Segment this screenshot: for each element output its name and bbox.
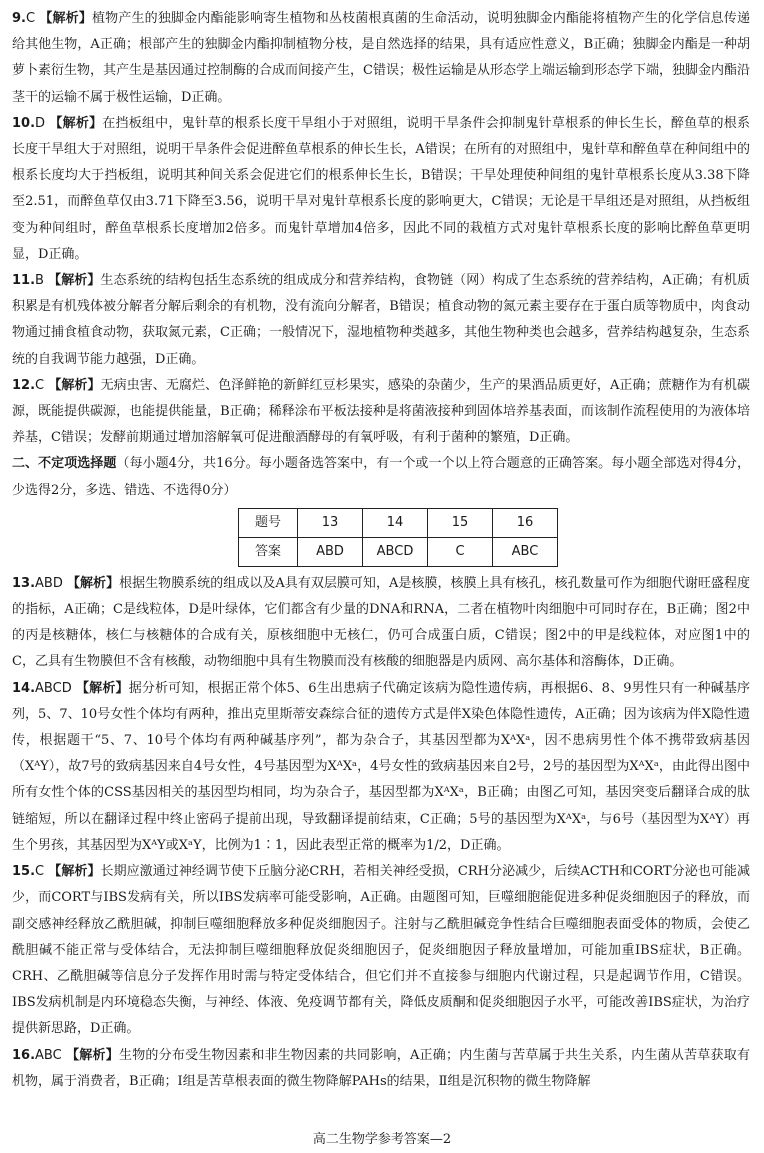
question-number: 16.	[12, 1047, 36, 1063]
question-answer: C	[35, 377, 45, 393]
question-number: 13.	[12, 575, 36, 591]
row-label-answer: 答案	[239, 537, 298, 566]
question-answer: C	[35, 864, 45, 880]
table-cell-answer: ABCD	[363, 537, 428, 566]
table-cell-answer: ABD	[298, 537, 363, 566]
question-12	[12, 373, 750, 452]
question-answer: D	[35, 115, 46, 131]
question-answer: C	[25, 11, 36, 26]
analysis-tag: 【解析】	[48, 273, 101, 289]
analysis-text: 根据生物膜系统的组成以及A具有双层膜可知，A是核膜，核膜上具有核孔，核孔数量可作为细胞代谢旺盛程度的指标，A正确；C是线粒体，D是叶绿体，它们都含有少量的DNA和RNA，二者在植物叶肉细胞中可同时存在，B正确；图2中的丙是核糖体，核仁与核糖体的合成有关，原核细胞中无核仁，仍可合成蛋白质，C错误；图2中的甲是线粒体，对应图1中的C，乙具有生物膜但不含有核酸，动物细胞中具有生物膜而没有核酸的细胞器是内质网、高尔基体和溶酶体，D正确。	[12, 575, 750, 670]
analysis-text: 无病虫害、无腐烂、色泽鲜艳的新鲜红豆杉果实，感染的杂菌少，生产的果酒品质更好，A正确；蔗糖作为有机碳源，既能提供碳源，也能提供能量，B正确；稀释涂布平板法接种是将菌液接种到固体培养基表面，而该制作流程使用的为液体培养基，C错误；发酵前期通过增加溶解氧可促进酿酒酵母的有氧呼吸，有利于菌种的繁殖，D正确。	[12, 377, 750, 446]
question-9	[12, 6, 750, 111]
analysis-tag: 【解析】	[48, 864, 101, 880]
question-answer: B	[35, 273, 44, 289]
analysis-tag: 【解析】	[67, 575, 120, 591]
section-heading	[12, 451, 750, 503]
table-cell-number: 15	[428, 508, 493, 537]
question-11	[12, 268, 750, 373]
question-answer: ABC	[35, 1047, 62, 1063]
question-number: 12.	[12, 377, 36, 393]
question-answer: ABD	[35, 575, 63, 591]
analysis-text: 植物产生的独脚金内酯能影响寄生植物和丛枝菌根真菌的生命活动，说明独脚金内酯能将植物产生的化学信息传递给其他生物，A正确；根部产生的独脚金内酯抑制植物分枝，是自然选择的结果，具有适应性意义，B正确；独脚金内酯是一种胡萝卜素衍生物，其产生是基因通过控制酶的合成而间接产生，C错误；极性运输是从形态学上端运输到形态学下端，独脚金内酯沿茎干的运输不属于极性运输，D正确。	[12, 11, 750, 105]
analysis-tag: 【解析】	[66, 1047, 119, 1063]
answer-table	[238, 508, 558, 567]
answer-table-number-row	[239, 508, 558, 537]
question-answer: ABCD	[35, 680, 72, 696]
analysis-tag: 【解析】	[49, 115, 103, 131]
analysis-text: 长期应激通过神经调节使下丘脑分泌CRH，若相关神经受损，CRH分泌减少，后续ACTH和CORT分泌也可能减少，而CORT与IBS发病有关，所以IBS发病率可能受影响，A正确。由题图可知，巨噬细胞能促进多种促炎细胞因子的释放，而副交感神经释放乙酰胆碱，抑制巨噬细胞释放多种促炎细胞因子。注射与乙酰胆碱竞争性结合巨噬细胞表面受体的物质，会使乙酰胆碱不能正常与受体结合，无法抑制巨噬细胞释放促炎细胞因子，促炎细胞因子释放量增加，可能加重IBS症状，B正确。CRH、乙酰胆碱等信息分子发挥作用时需与特定受体结合，但它们并不直接参与细胞内代谢过程，只是起调节作用，C错误。IBS发病机制是内环境稳态失衡，与神经、体液、免疫调节都有关，降低皮质酮和促炎细胞因子水平，可能改善IBS症状，为治疗提供新思路，D正确。	[12, 864, 750, 1037]
analysis-tag: 【解析】	[76, 680, 129, 696]
question-14	[12, 676, 750, 859]
answer-table-answer-row	[239, 537, 558, 566]
analysis-tag: 【解析】	[39, 11, 93, 26]
question-number: 14.	[12, 680, 36, 696]
row-label-number: 题号	[239, 508, 298, 537]
question-number: 9.	[12, 11, 26, 26]
question-10	[12, 111, 750, 268]
analysis-text: 在挡板组中，鬼针草的根系长度干旱组小于对照组，说明干旱条件会抑制鬼针草根系的伸长生长，醉鱼草的根系长度干旱组大于对照组，说明干旱条件会促进醉鱼草根系的伸长生长，A错误；在所有的对照组中，鬼针草和醉鱼草在种间组中的根系长度均大于挡板组，说明其种间关系会促进它们的根系伸长生长，B错误；干旱处理使种间组的鬼针草根系长度从3.38下降至2.51，而醉鱼草仅由3.71下降至3.56，说明干旱对鬼针草根系长度的影响更大，C错误；无论是干旱组还是对照组，从挡板组变为种间组时，醉鱼草根系长度增加2倍多。而鬼针草增加4倍多，因此不同的栽植方式对鬼针草根系长度的影响比醉鱼草更明显，D正确。	[12, 115, 750, 262]
question-number: 15.	[12, 864, 36, 880]
section-instructions: （每小题4分，共16分。每小题备选答案中，有一个或一个以上符合题意的正确答案。每小题全部选对得4分，少选得2分，多选、错选、不选得0分）	[12, 456, 750, 498]
question-16	[12, 1043, 750, 1095]
table-cell-answer: C	[428, 537, 493, 566]
analysis-text: 据分析可知，根据正常个体5、6生出患病子代确定该病为隐性遗传病，再根据6、8、9男性只有一种碱基序列，5、7、10号女性个体均有两种，推出克里斯蒂安森综合征的遗传方式是伴X染色体隐性遗传，A正确；因为该病为伴X隐性遗传，根据题干“5、7、10号个体均有两种碱基序列”，都为杂合子，其基因型都为XᴬXᵃ，因不患病男性个体不携带致病基因（XᴬY），故7号的致病基因来自4号女性，4号基因型为XᴬXᵃ，4号女性的致病基因来自2号，2号的基因型为XᴬXᵃ，由此得出图中所有女性个体的CSS基因相关的基因型均相同，均为杂合子，基因型都为XᴬXᵃ，B正确；由图乙可知，基因突变后翻译合成的肽链缩短，所以在翻译过程中终止密码子提前出现，导致翻译提前结束，C正确；5号的基因型为XᴬXᵃ，与6号（基因型为XᴬY）再生个男孩，其基因型为XᴬY或XᵃY，比例为1∶1，因此表型正常的概率为1/2，D正确。	[12, 680, 750, 853]
table-cell-number: 14	[363, 508, 428, 537]
analysis-tag: 【解析】	[48, 377, 101, 393]
question-13	[12, 571, 750, 676]
question-list-a	[12, 6, 750, 451]
table-cell-number: 16	[493, 508, 558, 537]
analysis-text: 生物的分布受生物因素和非生物因素的共同影响，A正确；内生菌与苦草属于共生关系，内生菌从苦草获取有机物，属于消费者，B正确；Ⅰ组是苦草根表面的微生物降解PAHs的结果，Ⅱ组是沉积物的微生物降解	[12, 1047, 750, 1089]
table-cell-answer: ABC	[493, 537, 558, 566]
question-15	[12, 859, 750, 1042]
question-number: 10.	[12, 115, 36, 131]
question-number: 11.	[12, 273, 36, 289]
question-list-b	[12, 571, 750, 1095]
table-cell-number: 13	[298, 508, 363, 537]
analysis-text: 生态系统的结构包括生态系统的组成成分和营养结构，食物链（网）构成了生态系统的营养结构，A正确；有机质积累是有机残体被分解者分解后剩余的有机物，没有流向分解者，B错误；植食动物的氮元素主要存在于蛋白质等物质中，肉食动物通过捕食植食动物，获取氮元素，C正确；一般情况下，湿地植物种类越多，其他生物种类也会越多，营养结构越复杂，生态系统的自我调节能力越强，D正确。	[12, 273, 750, 367]
page-footer: 高二生物学参考答案—2	[312, 1132, 452, 1147]
section-title: 二、不定项选择题	[12, 456, 117, 472]
